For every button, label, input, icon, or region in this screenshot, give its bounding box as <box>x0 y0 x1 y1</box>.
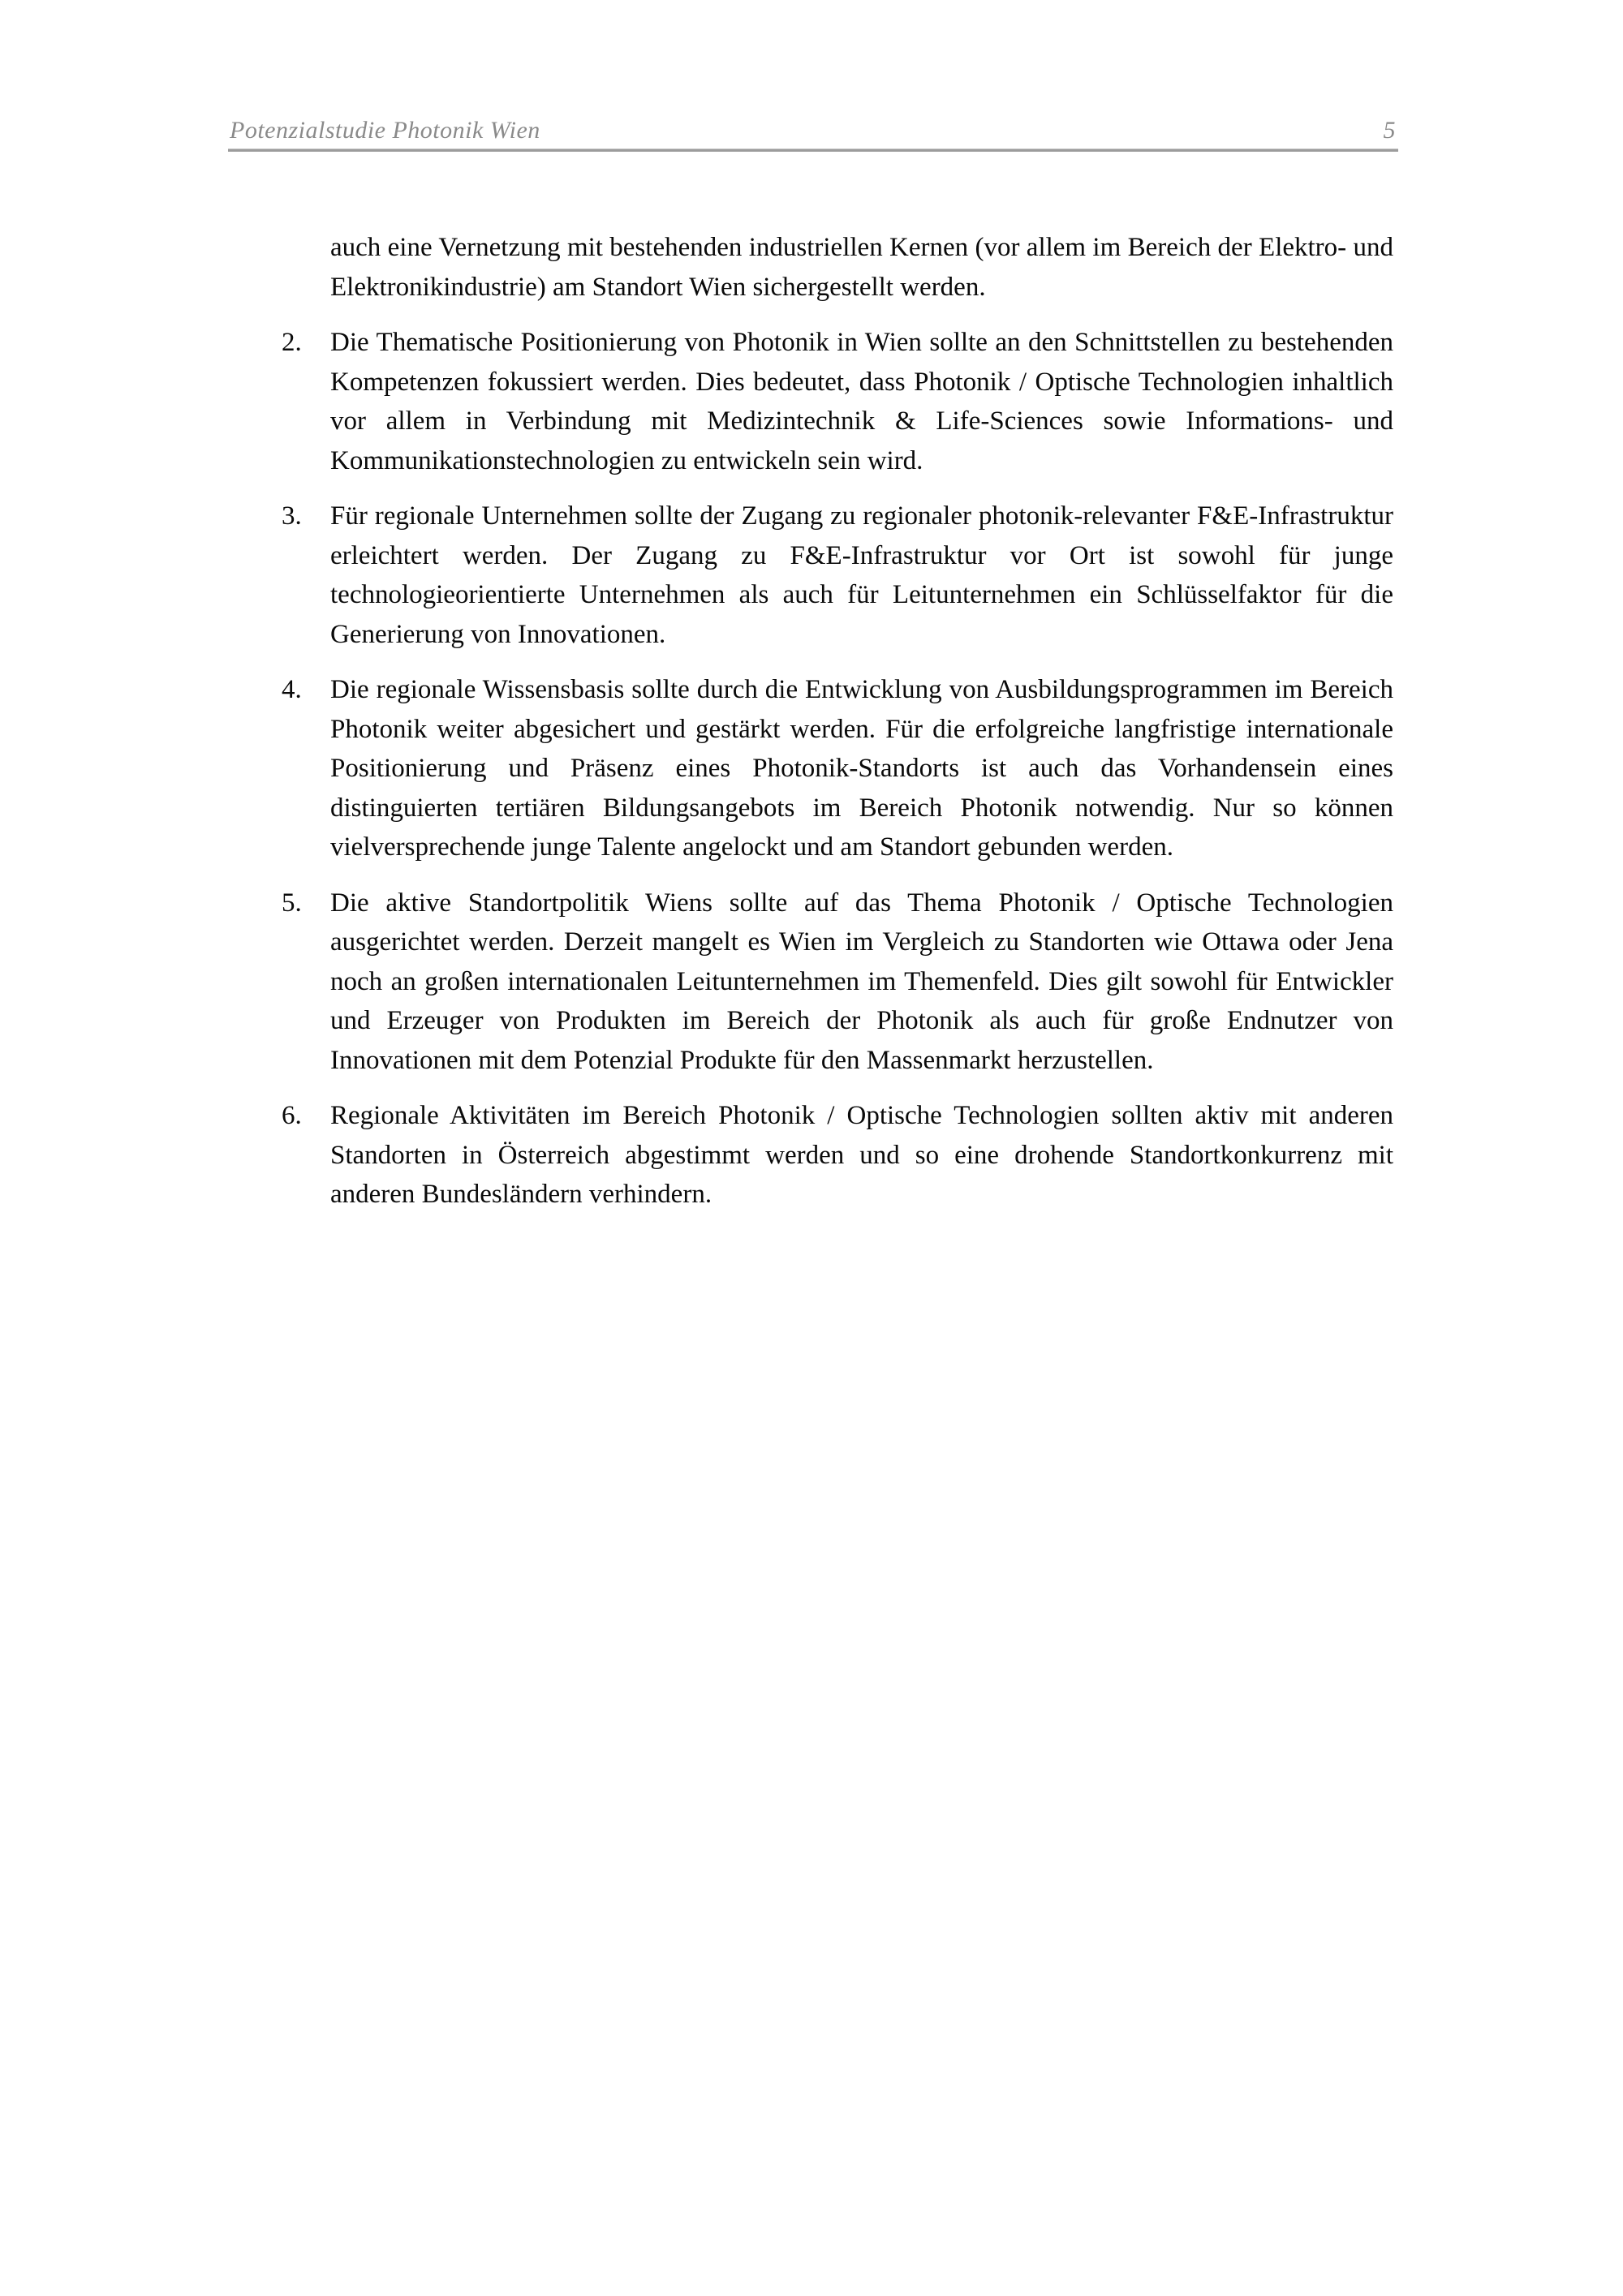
header-rule <box>228 148 1398 152</box>
list-item-number: 5. <box>282 888 302 918</box>
page-number: 5 <box>1383 117 1396 144</box>
list-item <box>282 497 1393 654</box>
list-item <box>282 670 1393 867</box>
list-item <box>282 323 1393 480</box>
continuation-paragraph: auch eine Vernetzung mit bestehenden industriellen Kernen (vor allem im Bereich der Elektro- und Elektronikindustrie) am Standort Wien sichergestellt werden. <box>330 233 1393 302</box>
list-item-number: 2. <box>282 328 302 357</box>
document-content <box>282 228 1393 1231</box>
list-item-number: 3. <box>282 501 302 531</box>
list-item-text: Die Thematische Positionierung von Photonik in Wien sollte an den Schnittstellen zu bestehenden Kompetenzen fokussiert werden. Dies bedeutet, dass Photonik / Optische Technologien inhaltlich vor allem in Verbindung mit Medizintechnik & Life-Sciences sowie Informations- und Kommunikationstechnologien zu entwickeln sein wird. <box>330 328 1393 475</box>
running-header-title: Potenzialstudie Photonik Wien <box>230 117 540 144</box>
list-item <box>282 1096 1393 1215</box>
list-item-number: 4. <box>282 675 302 704</box>
list-item-text: Für regionale Unternehmen sollte der Zugang zu regionaler photonik-relevanter F&E-Infrastruktur erleichtert werden. Der Zugang zu F&E-Infrastruktur vor Ort ist sowohl für junge technologieorientierte Unternehmen als auch für Leitunternehmen ein Schlüsselfaktor für die Generierung von Innovationen. <box>330 501 1393 649</box>
list-item-text: Die aktive Standortpolitik Wiens sollte auf das Thema Photonik / Optische Technologien ausgerichtet werden. Derzeit mangelt es Wien im Vergleich zu Standorten wie Ottawa oder Jena noch an großen internationalen Leitunternehmen im Themenfeld. Dies gilt sowohl für Entwickler und Erzeuger von Produkten im Bereich der Photonik als auch für große Endnutzer von Innovationen mit dem Potenzial Produkte für den Massenmarkt herzustellen. <box>330 888 1393 1075</box>
list-item-text: Die regionale Wissensbasis sollte durch die Entwicklung von Ausbildungsprogrammen im Bereich Photonik weiter abgesichert und gestärkt werden. Für die erfolgreiche langfristige internationale Positionierung und Präsenz eines Photonik-Standorts ist auch das Vorhandensein eines distinguierten tertiären Bildungsangebots im Bereich Photonik notwendig. Nur so können vielversprechende junge Talente angelockt und am Standort gebunden werden. <box>330 675 1393 862</box>
list-item <box>282 884 1393 1081</box>
list-item-number: 6. <box>282 1101 302 1130</box>
list-item-text: Regionale Aktivitäten im Bereich Photonik / Optische Technologien sollten aktiv mit anderen Standorten in Österreich abgestimmt werden und so eine drohende Standortkonkurrenz mit anderen Bundesländern verhindern. <box>330 1101 1393 1209</box>
running-header <box>230 117 1396 144</box>
